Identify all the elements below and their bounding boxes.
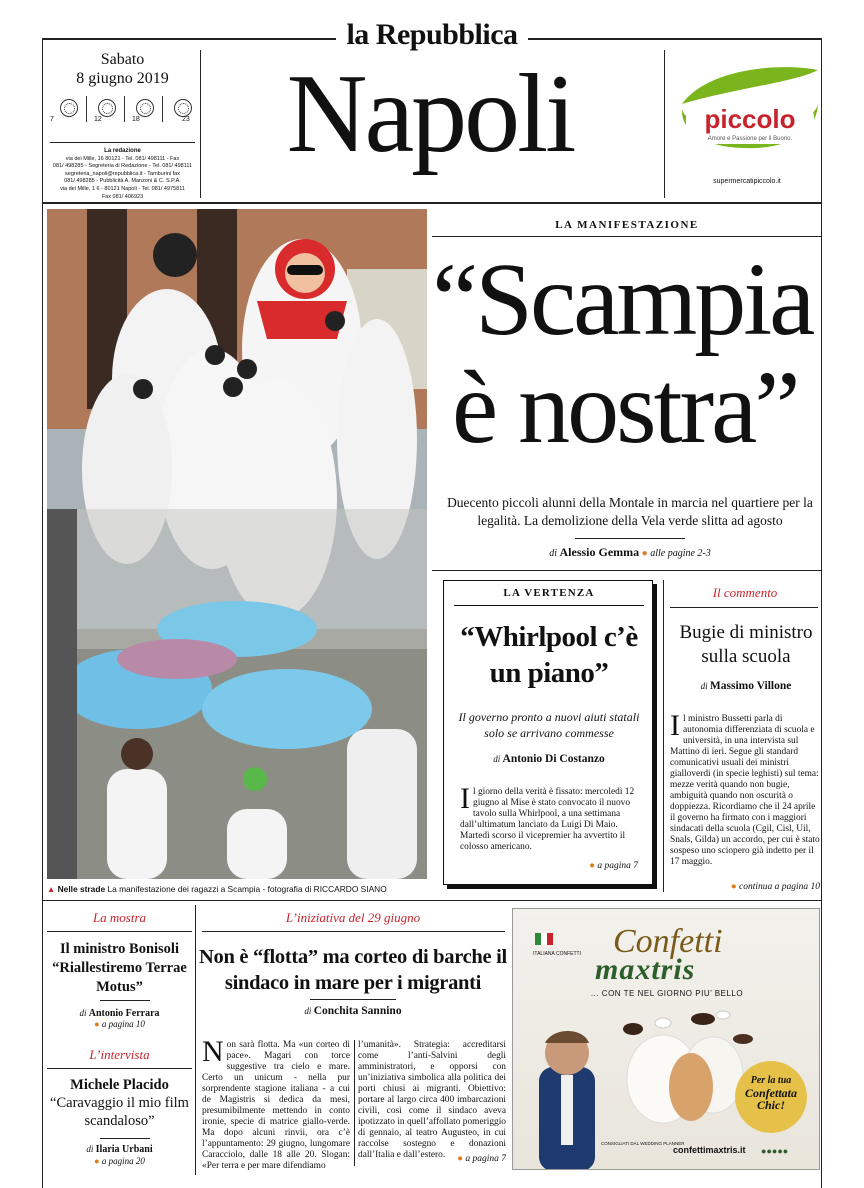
byline-prefix: di	[700, 681, 708, 691]
maxtris-planner: CONSIGLIATI DAL WEDDING PLANNER	[601, 1141, 685, 1146]
vertenza-author: Antonio Di Costanzo	[502, 753, 605, 765]
masthead-right-border	[821, 40, 822, 1188]
masthead-left-border	[42, 40, 43, 1188]
iniziativa-author: Conchita Sannino	[313, 1005, 402, 1017]
iniziativa-by-rule	[310, 999, 396, 1000]
weather-hour: 7	[50, 116, 54, 123]
maxtris-brand: maxtris	[595, 953, 696, 986]
redazione-block	[50, 148, 195, 201]
date-block	[50, 50, 195, 88]
photo-caption	[47, 884, 437, 894]
commento-ref-text: continua a pagina 10	[738, 882, 820, 892]
commento-body-text: l ministro Bussetti parla di autonomia differenziata di scuola e università, in una intervista sul Mattino di ieri. Segue gli standard comunicativi usuali dei ministri gialloverdi (in specie leghisti) sul tema: mezze verità quando non bugie, ambiguità quando non oscurità o doppiezza. Ricordiamo che il 24 aprile il governo ha firmato con i maggiori sindacati della scuola (Cgil, Cisl, Uil, Snals, Gilda) un accordo, per cui è stato sospeso uno sciopero già indetto per il 17 maggio.	[670, 714, 820, 867]
right-col-divider	[664, 50, 665, 198]
bullet-icon: ●	[94, 1019, 100, 1029]
redazione-line: segreteria_napoli@repubblica.it - Tamburini fax	[65, 170, 180, 177]
maxtris-maker: ITALIANA CONFETTI	[533, 951, 581, 957]
iniziativa-kicker: L’iniziativa del 29 giugno	[285, 910, 421, 925]
badge-line: Chic!	[756, 1098, 785, 1112]
day-label: Sabato	[100, 51, 145, 68]
headline-line-1: “Scampia	[432, 242, 813, 357]
redazione-line: via dei Mille, 1 6 - 80121 Napoli - Tel. 081/ 4975811	[60, 185, 185, 192]
maxtris-script: Confetti	[613, 923, 723, 960]
main-author: Alessio Gemma	[559, 545, 640, 559]
left-col-divider	[200, 50, 201, 198]
piccolo-logo	[676, 62, 822, 154]
piccolo-tagline: Amore e Passione per il Buono.	[707, 136, 793, 142]
bottom-left-divider	[195, 905, 196, 1175]
vertenza-body	[460, 782, 640, 853]
piccolo-url[interactable]: supermercatipiccolo.it	[713, 178, 781, 185]
mostra-ref[interactable]	[47, 1019, 192, 1029]
intervista-byline	[47, 1144, 192, 1155]
vertenza-rule	[454, 605, 644, 606]
commento-author: Massimo Villone	[709, 680, 792, 692]
maxtris-badge	[735, 1061, 807, 1133]
byline-prefix: di	[79, 1008, 87, 1018]
iniziativa-headline[interactable]: Non è “flotta” ma corteo di barche il sindaco in mare per i migranti	[199, 946, 507, 994]
weather-hour: 18	[132, 116, 140, 123]
intervista-ref[interactable]	[47, 1156, 192, 1166]
bullet-icon: ●	[94, 1156, 100, 1166]
headline-line-2: è nostra”	[452, 350, 798, 465]
newspaper-brand	[0, 18, 864, 52]
byline-prefix: di	[549, 548, 558, 559]
maxtris-url[interactable]: confettimaxtris.it	[673, 1145, 746, 1155]
iniziativa-byline	[198, 1005, 508, 1017]
mostra-rule	[47, 931, 192, 932]
italy-flag-icon	[535, 933, 553, 945]
iniziativa-ref-text: a pagina 7	[465, 1154, 506, 1164]
vertenza-kicker: LA VERTENZA	[503, 587, 595, 599]
deck-rule	[575, 538, 685, 539]
redazione-line: Fax 081/ 406923	[101, 193, 144, 200]
vertenza-ref[interactable]	[589, 861, 638, 871]
commento-byline	[666, 680, 826, 692]
sun-icon	[98, 99, 116, 117]
main-byline	[440, 545, 820, 560]
facebook-icon[interactable]: ●	[761, 1146, 767, 1156]
iniziativa-rule	[202, 931, 505, 932]
vertenza-box[interactable]	[443, 580, 653, 885]
dropcap: N	[202, 1035, 224, 1068]
dropcap: I	[460, 782, 470, 815]
piccolo-advertisement[interactable]	[672, 58, 822, 185]
bullet-icon: ●	[457, 1154, 463, 1164]
weather-slot	[88, 96, 124, 124]
dropcap: I	[670, 709, 680, 742]
vertenza-body-text: l giorno della verità è fissato: mercoledì 12 giugno al Mise è stato convocato il nuovo tavolo sulla Whirlpool, a una settimana dall’ultimatum lanciato da Luigi Di Maio. Martedì scorso il vicepremier ha avvertito il colosso americano.	[460, 787, 635, 852]
main-kicker: LA MANIFESTAZIONE	[555, 219, 699, 231]
mostra-headline[interactable]: Il ministro Bonisoli “Riallestiremo Terrae Motus”	[52, 941, 187, 995]
weather-divider	[86, 96, 87, 122]
mostra-author: Antonio Ferrara	[88, 1008, 160, 1019]
social-icons	[761, 1146, 788, 1156]
brand-text: la Repubblica	[336, 18, 527, 51]
iniziativa-col1-text: on sarà flotta. Ma «un corteo di pace». Magari con torce suggestive tra cielo e mare. Certo un unicum - nella pur sorprendente stagione italiana - a cui de Magistris si dedica da mesi, presumibilmente mettendo in conto ironie, specie di matrice giallo-verde. Ma dopo alcuni rinvii, ora c’è l’appuntamento: 29 giugno, lungomare Caracciolo, dalle 18 alle 20. Slogan: «Per terra e per mare difendiamo	[202, 1040, 350, 1171]
sun-icon	[60, 99, 78, 117]
column-divider	[354, 1040, 355, 1166]
date-label: 8 giugno 2019	[76, 70, 169, 87]
intervista-by-rule	[100, 1138, 150, 1139]
mostra-kicker: La mostra	[92, 910, 147, 925]
piccolo-wordmark: piccolo	[704, 104, 796, 134]
iniziativa-column-2: l’umanità». Strategia: accreditarsi come l’anti-Salvini degli amministratori, e opporsi con un’iniziativa simbolica alla politica dei porti chiusi ai migranti. Obiettivo: portare al largo circa 400 imbarcazioni civili, così come il sindaco aveva ipotizzato in quell’affollato pomeriggio di gennaio, al teatro Augusteo, in cui raccolse sostegno e donazioni dall’Italia e dall’estero.	[358, 1040, 506, 1160]
instagram-icon[interactable]: ●	[766, 1146, 772, 1156]
commento-body	[670, 709, 820, 868]
commento-divider	[663, 580, 664, 892]
byline-prefix: di	[304, 1006, 312, 1016]
redazione-line: 081/ 498285 - Segreteria di Redazione - Tel. 081/ 498111	[52, 163, 193, 170]
weather-slot	[126, 96, 162, 124]
redazione-line: via dei Mille, 16 80121 - Tel. 081/ 498111 - Fax	[65, 155, 180, 162]
maxtris-advertisement[interactable]	[512, 908, 820, 1170]
commento-headline[interactable]: Bugie di ministro sulla scuola	[679, 622, 813, 667]
weather-divider	[162, 96, 163, 122]
main-deck: Duecento piccoli alunni della Montale in marcia nel quartiere per la legalità. La demolizione della Vela verde slitta ad agosto	[447, 495, 813, 528]
caption-lead: Nelle strade	[57, 884, 106, 894]
mostra-byline	[47, 1008, 192, 1019]
main-ref[interactable]: alle pagine 2-3	[650, 548, 711, 559]
main-photo	[47, 209, 427, 879]
masthead-bottom-rule	[42, 202, 822, 204]
intervista-headline[interactable]	[47, 1076, 192, 1130]
vertenza-ref-text: a pagina 7	[597, 861, 638, 871]
bullet-icon: ●	[730, 882, 737, 892]
iniziativa-ref[interactable]	[358, 1154, 506, 1164]
bottom-section-rule	[42, 900, 822, 901]
kicker-rule	[432, 236, 822, 237]
badge-line: Confettata	[744, 1086, 797, 1100]
maxtris-slogan: ... CON TE NEL GIORNO PIU’ BELLO	[590, 989, 744, 998]
vertenza-headline: “Whirlpool c’è un piano”	[460, 621, 638, 689]
city-title: Napoli	[286, 52, 574, 176]
byline-prefix: di	[86, 1144, 94, 1154]
byline-prefix: di	[493, 754, 501, 764]
youtube-icon[interactable]: ●	[777, 1146, 783, 1156]
commento-ref[interactable]	[670, 882, 820, 892]
mostra-ref-text: a pagina 10	[101, 1019, 145, 1029]
mostra-by-rule	[100, 1000, 150, 1001]
intervista-name: Michele Placido	[70, 1077, 169, 1093]
weather-strip	[50, 96, 195, 124]
weather-hour: 12	[94, 116, 102, 123]
caption-triangle-icon: ▲	[47, 884, 56, 894]
parade-photo-illustration	[47, 209, 427, 879]
intervista-ref-text: a pagina 20	[101, 1156, 145, 1166]
date-divider	[50, 142, 195, 143]
pinterest-icon[interactable]: ●	[782, 1146, 789, 1156]
weather-hour: 23	[182, 116, 190, 123]
intervista-quote: “Caravaggio il mio film scandaloso”	[50, 1095, 189, 1129]
twitter-icon[interactable]: ●	[771, 1146, 778, 1156]
vertenza-deck: Il governo pronto a nuovi aiuti statali solo se arrivano commesse	[458, 710, 640, 740]
weather-divider	[124, 96, 125, 122]
sun-icon	[174, 99, 192, 117]
caption-text: La manifestazione dei ragazzi a Scampia - fotografia di RICCARDO SIANO	[107, 884, 387, 894]
vertenza-byline	[444, 753, 654, 765]
bullet-icon: ●	[641, 548, 648, 559]
weather-slot	[50, 96, 86, 124]
commento-kicker: Il commento	[712, 585, 778, 600]
badge-line: Per la tua	[750, 1075, 792, 1086]
bullet-icon: ●	[589, 861, 595, 871]
intervista-rule	[47, 1068, 192, 1069]
redazione-line: 081/ 498285 - Pubblicità A. Manzoni & C. S.P.A.	[64, 178, 181, 185]
sun-icon	[136, 99, 154, 117]
intervista-kicker: L’intervista	[89, 1047, 150, 1062]
iniziativa-column-1	[202, 1035, 350, 1172]
weather-slot	[164, 96, 200, 124]
intervista-author: Ilaria Urbani	[95, 1144, 153, 1155]
redazione-title: La redazione	[104, 148, 141, 154]
commento-rule	[670, 607, 818, 608]
section-rule	[432, 570, 822, 571]
